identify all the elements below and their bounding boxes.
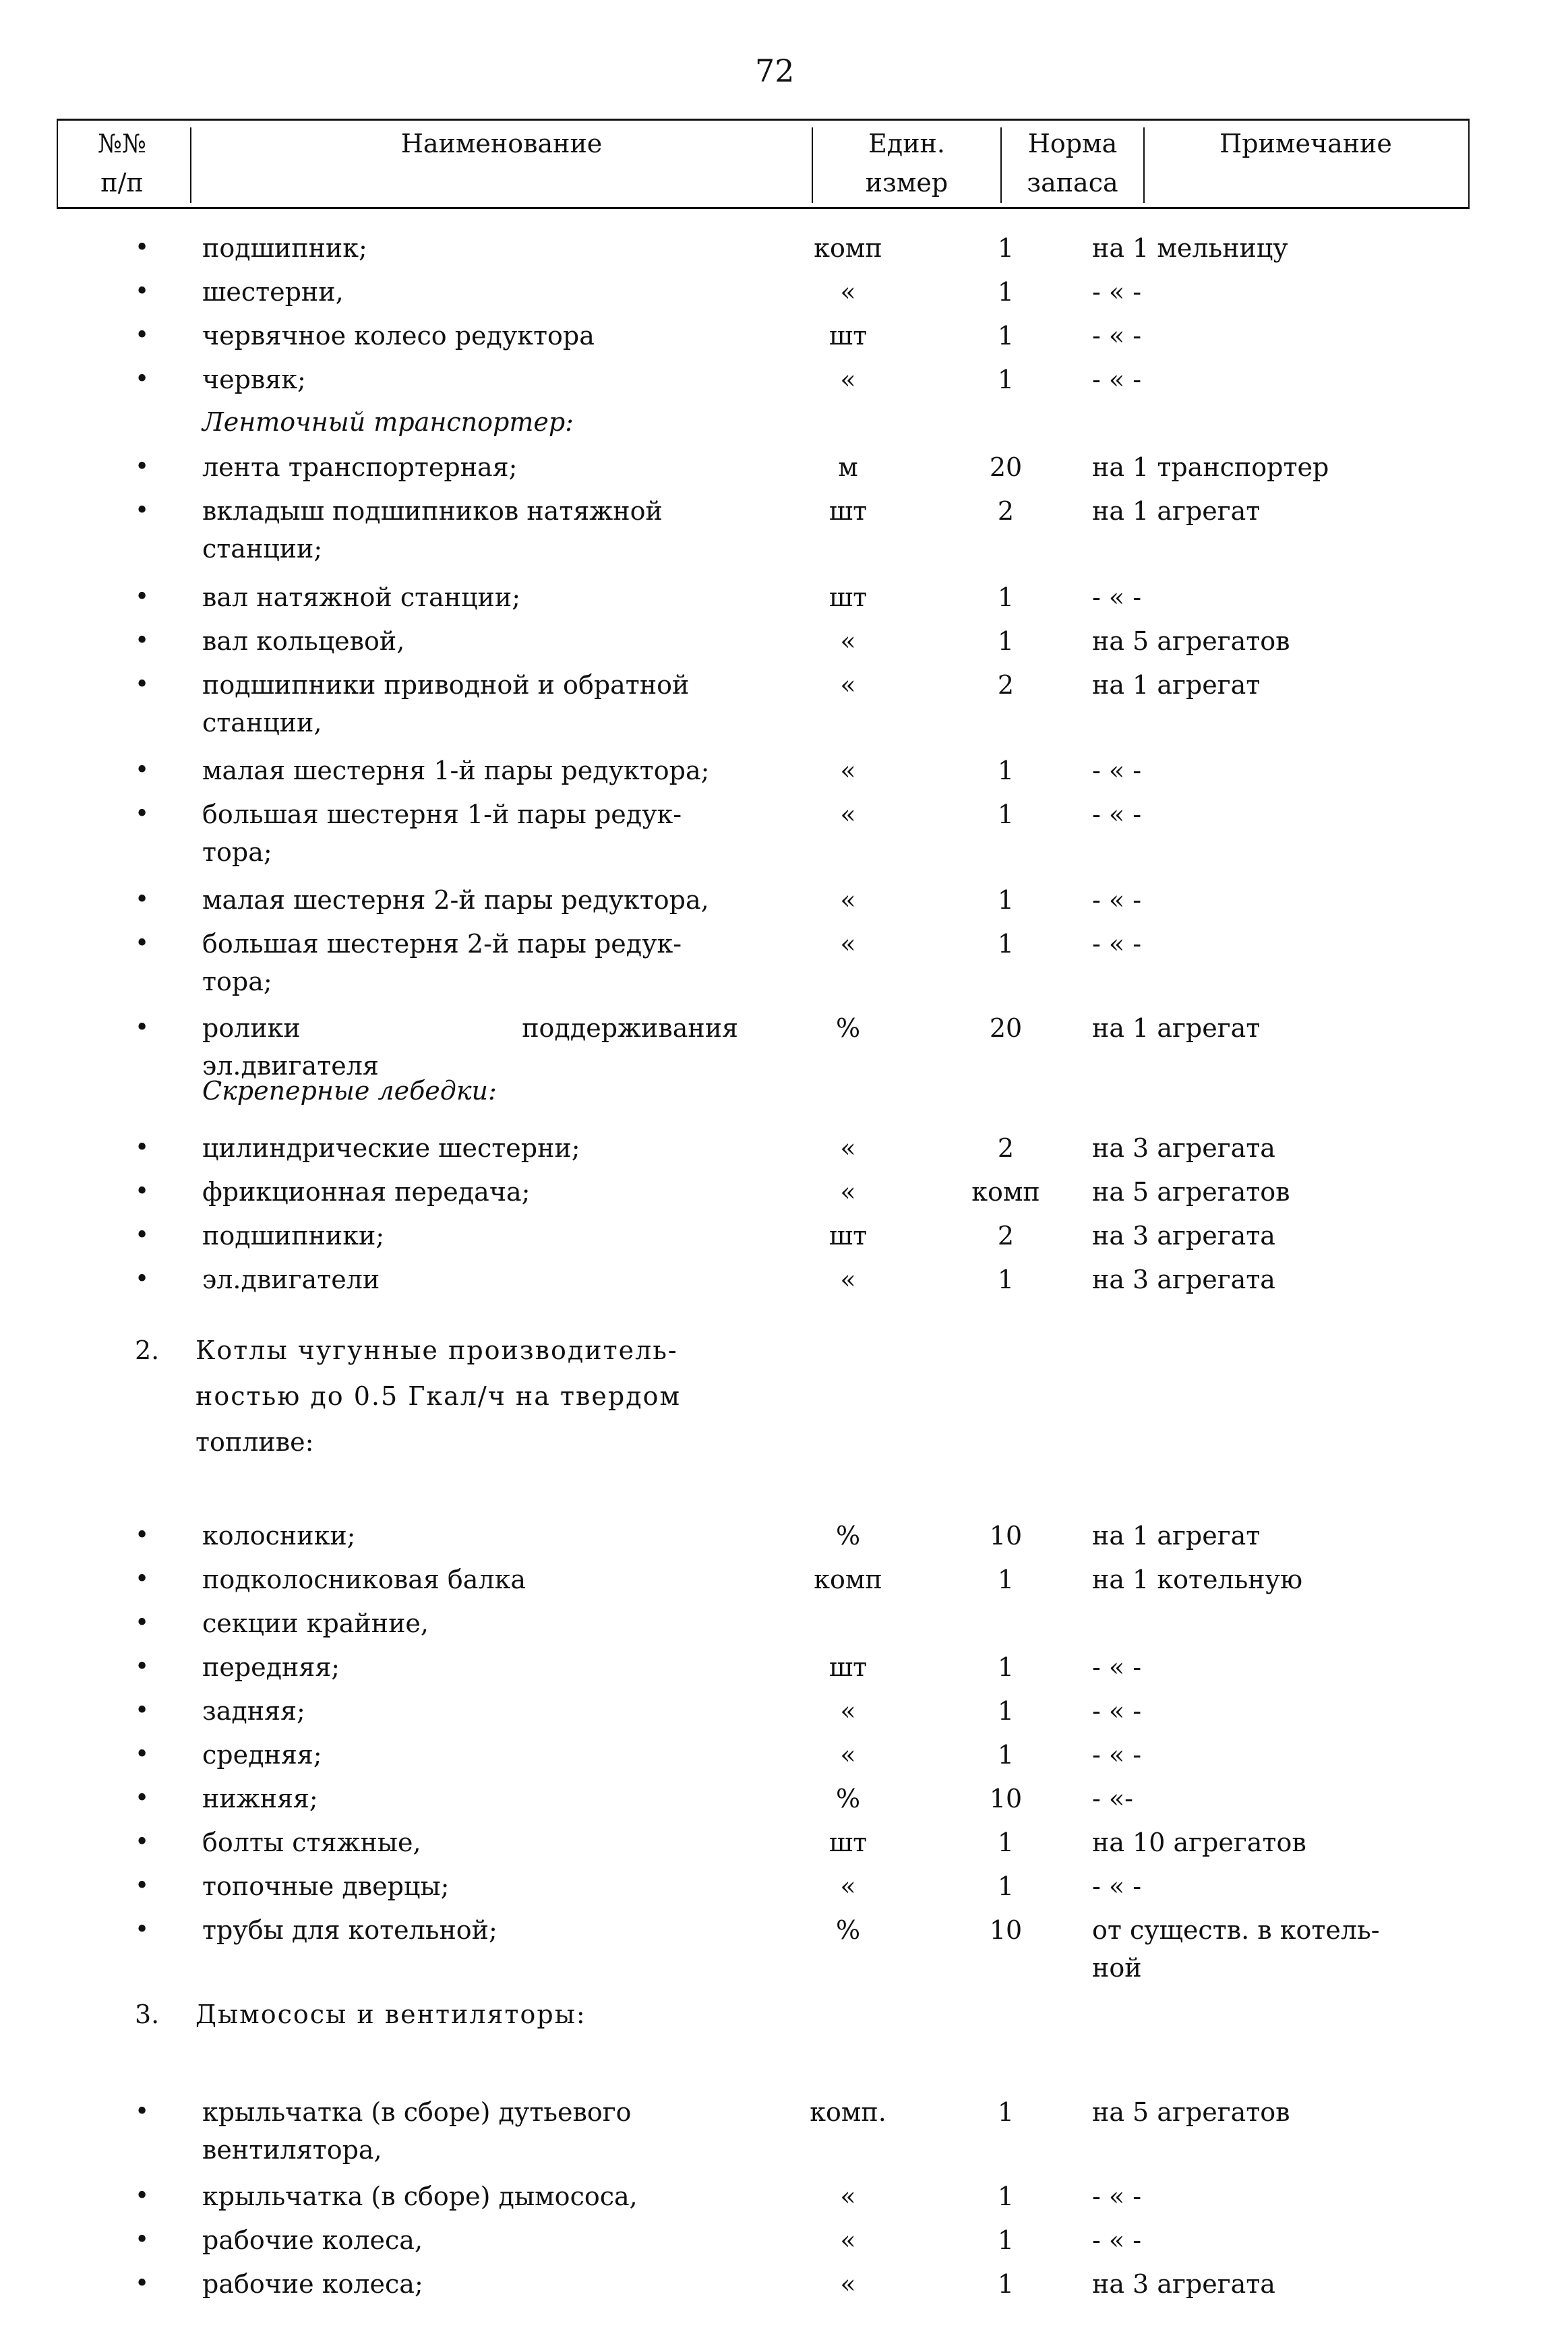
item-name: колосники; [202, 1521, 356, 1551]
item-norm: 1 [997, 1740, 1015, 1770]
bullet-icon: • [135, 1741, 150, 1768]
item-unit: « [840, 1265, 856, 1294]
item-name: фрикционная передача; [202, 1177, 531, 1207]
item-norm: 2 [997, 1221, 1015, 1251]
item-norm: 1 [997, 626, 1015, 656]
bullet-icon: • [135, 2098, 150, 2126]
item-name: лента транспортерная; [202, 452, 518, 482]
page-number: 72 [755, 53, 795, 89]
item-norm: 1 [997, 2269, 1015, 2299]
item-norm: 10 [989, 1784, 1023, 1813]
item-name: топочные дверцы; [202, 1871, 450, 1901]
bullet-icon: • [135, 671, 150, 698]
item-name: цилиндрические шестерни; [202, 1133, 580, 1163]
item-name: вал натяжной станции; [202, 582, 520, 612]
bullet-icon: • [135, 1014, 150, 1042]
item-note: на 3 агрегата [1092, 1265, 1275, 1294]
item-name: малая шестерня 2-й пары редуктора, [202, 885, 709, 915]
item-name: вал кольцевой, [202, 626, 405, 656]
item-note: на 1 агрегат [1092, 1521, 1261, 1551]
bullet-icon: • [135, 1916, 150, 1944]
header-num: №№ п/п [98, 129, 146, 198]
item-name: болты стяжные, [202, 1828, 421, 1857]
item-name: эл.двигатели [202, 1265, 380, 1294]
item-unit: « [840, 1740, 856, 1770]
item-norm: 1 [997, 1871, 1015, 1901]
item-note: - « - [1092, 1740, 1142, 1770]
bullet-icon: • [135, 800, 150, 828]
item-note: на 1 мельницу [1092, 233, 1288, 263]
item-name: подколосниковая балка [202, 1565, 526, 1594]
item-note: на 5 агрегатов [1092, 626, 1290, 656]
bullet-icon: • [135, 1609, 150, 1637]
bullet-icon: • [135, 2182, 150, 2210]
item-norm: 1 [997, 365, 1015, 394]
item-name: нижняя; [202, 1784, 318, 1813]
item-name: трубы для котельной; [202, 1915, 497, 1945]
bullet-icon: • [135, 1697, 150, 1724]
item-norm: 1 [997, 1828, 1015, 1857]
item-note: - « - [1092, 2182, 1142, 2211]
item-name: крыльчатка (в сборе) дутьевого [202, 2097, 632, 2127]
item-unit: « [840, 1177, 856, 1207]
bullet-icon: • [135, 365, 150, 393]
item-name: червяк; [202, 365, 306, 394]
item-unit: шт [828, 1828, 868, 1857]
item-name: вкладыш подшипников натяжной [202, 496, 663, 526]
bullet-icon: • [135, 627, 150, 655]
bullet-icon: • [135, 1265, 150, 1293]
bullet-icon: • [135, 1828, 150, 1856]
item-norm: 1 [997, 582, 1015, 612]
item-note: - «- [1092, 1784, 1134, 1813]
item-note: - « - [1092, 582, 1142, 612]
bullet-icon: • [135, 1565, 150, 1593]
section-title: ностью до 0.5 Гкал/ч на твердом [195, 1381, 682, 1411]
item-unit: « [840, 1133, 856, 1163]
item-note: - « - [1092, 756, 1142, 785]
header-norm: Норма запаса [1027, 129, 1118, 198]
item-note: на 10 агрегатов [1092, 1828, 1306, 1857]
bullet-icon: • [135, 583, 150, 611]
item-unit: комп [814, 233, 882, 263]
item-name-continued: тора; [202, 967, 272, 996]
item-norm: 1 [997, 1565, 1015, 1594]
bullet-icon: • [135, 2270, 150, 2298]
item-unit: м [838, 452, 858, 482]
header-note: Примечание [1219, 129, 1392, 158]
item-name: передняя; [202, 1652, 340, 1682]
item-norm: 20 [989, 1013, 1023, 1043]
item-name: большая шестерня 1-й пары редук- [202, 800, 682, 829]
item-norm: 10 [989, 1915, 1023, 1945]
item-norm: 1 [997, 2182, 1015, 2211]
subheading: Ленточный транспортер: [202, 407, 574, 437]
item-unit: « [840, 2182, 856, 2211]
item-unit: % [835, 1915, 861, 1945]
item-note: - « - [1092, 365, 1142, 394]
bullet-icon: • [135, 2226, 150, 2254]
item-name: рабочие колеса, [202, 2225, 423, 2255]
section-title: топливе: [195, 1427, 314, 1457]
bullet-icon: • [135, 930, 150, 957]
item-norm: 1 [997, 800, 1015, 829]
header-name: Наименование [400, 129, 603, 158]
bullet-icon: • [135, 1784, 150, 1812]
subheading: Скреперные лебедки: [202, 1076, 497, 1106]
item-norm: 1 [997, 1696, 1015, 1726]
item-norm: 2 [997, 670, 1015, 700]
bullet-icon: • [135, 756, 150, 784]
item-norm: 1 [997, 756, 1015, 785]
bullet-icon: • [135, 1222, 150, 1249]
item-name: рабочие колеса; [202, 2269, 423, 2299]
item-unit: « [840, 800, 856, 829]
item-note: - « - [1092, 1871, 1142, 1901]
item-name: задняя; [202, 1696, 305, 1726]
item-note-continued: ной [1092, 1953, 1142, 1983]
item-unit: % [835, 1784, 861, 1813]
item-note: от существ. в котель- [1092, 1915, 1380, 1945]
item-note: на 1 агрегат [1092, 1013, 1261, 1043]
section-title: Дымососы и вентиляторы: [195, 2000, 586, 2029]
item-note: - « - [1092, 277, 1142, 307]
item-unit: шт [828, 1221, 868, 1251]
item-note: на 1 транспортер [1092, 452, 1329, 482]
item-unit: шт [828, 582, 868, 612]
bullet-icon: • [135, 322, 150, 349]
bullet-icon: • [135, 1872, 150, 1900]
item-unit: % [835, 1521, 861, 1551]
header-unit: Един. измер [865, 129, 948, 198]
item-unit: комп [814, 1565, 882, 1594]
section-number: 2. [135, 1335, 160, 1365]
item-unit: « [840, 929, 856, 959]
item-note: - « - [1092, 1652, 1142, 1682]
item-unit: « [840, 670, 856, 700]
item-name: подшипник; [202, 233, 367, 263]
item-unit: комп. [810, 2097, 886, 2127]
item-note: на 5 агрегатов [1092, 1177, 1290, 1207]
item-name: большая шестерня 2-й пары редук- [202, 929, 682, 959]
item-norm: 10 [989, 1521, 1023, 1551]
item-note: на 1 агрегат [1092, 496, 1261, 526]
item-name-continued: станции; [202, 534, 323, 564]
item-note: на 3 агрегата [1092, 2269, 1275, 2299]
item-name-continued: станции, [202, 708, 322, 738]
item-unit: « [840, 2269, 856, 2299]
item-norm: 1 [997, 1265, 1015, 1294]
item-unit: « [840, 277, 856, 307]
item-name-word: ролики [202, 1013, 301, 1043]
item-norm: 1 [997, 1652, 1015, 1682]
item-note: - « - [1092, 1696, 1142, 1726]
item-name: подшипники приводной и обратной [202, 670, 690, 700]
bullet-icon: • [135, 278, 150, 305]
item-norm: 2 [997, 1133, 1015, 1163]
item-name: червячное колесо редуктора [202, 321, 595, 351]
item-name: секции крайние, [202, 1609, 429, 1638]
item-note: - « - [1092, 885, 1142, 915]
item-unit: шт [828, 496, 868, 526]
item-unit: « [840, 1696, 856, 1726]
item-unit: « [840, 1871, 856, 1901]
item-norm: 1 [997, 929, 1015, 959]
item-note: на 3 агрегата [1092, 1221, 1275, 1251]
item-norm: 1 [997, 2097, 1015, 2127]
section-number: 3. [135, 2000, 160, 2029]
item-name: шестерни, [202, 277, 344, 307]
item-norm: 1 [997, 885, 1015, 915]
item-note: - « - [1092, 2225, 1142, 2255]
section-title: Котлы чугунные производитель- [195, 1335, 678, 1365]
item-note: - « - [1092, 321, 1142, 351]
bullet-icon: • [135, 1134, 150, 1162]
bullet-icon: • [135, 1178, 150, 1205]
item-unit: шт [828, 1652, 868, 1682]
bullet-icon: • [135, 497, 150, 524]
item-norm: 1 [997, 321, 1015, 351]
item-note: - « - [1092, 929, 1142, 959]
item-name: крыльчатка (в сборе) дымососа, [202, 2182, 638, 2211]
table-header [57, 119, 1470, 209]
item-unit: « [840, 756, 856, 785]
item-note: на 3 агрегата [1092, 1133, 1275, 1163]
item-unit: « [840, 626, 856, 656]
item-unit: « [840, 885, 856, 915]
item-norm: 1 [997, 233, 1015, 263]
item-name: малая шестерня 1-й пары редуктора; [202, 756, 710, 785]
item-norm: 1 [997, 277, 1015, 307]
item-note: на 1 агрегат [1092, 670, 1261, 700]
bullet-icon: • [135, 234, 150, 262]
item-norm: 1 [997, 2225, 1015, 2255]
item-name: подшипники; [202, 1221, 385, 1251]
item-note: на 5 агрегатов [1092, 2097, 1290, 2127]
item-name: средняя; [202, 1740, 322, 1770]
bullet-icon: • [135, 453, 150, 481]
item-name [202, 1009, 738, 1047]
bullet-icon: • [135, 886, 150, 913]
item-norm: 2 [997, 496, 1015, 526]
item-name-continued: тора; [202, 837, 272, 867]
item-note: на 1 котельную [1092, 1565, 1303, 1594]
item-unit: « [840, 365, 856, 394]
item-note: - « - [1092, 800, 1142, 829]
bullet-icon: • [135, 1653, 150, 1681]
bullet-icon: • [135, 1522, 150, 1549]
item-unit: шт [828, 321, 868, 351]
item-norm: комп [971, 1177, 1040, 1207]
item-name-continued: эл.двигателя [202, 1051, 379, 1081]
item-norm: 20 [989, 452, 1023, 482]
item-unit: « [840, 2225, 856, 2255]
item-name-continued: вентилятора, [202, 2135, 382, 2165]
item-name-word: поддерживания [522, 1013, 738, 1043]
item-unit: % [835, 1013, 861, 1043]
